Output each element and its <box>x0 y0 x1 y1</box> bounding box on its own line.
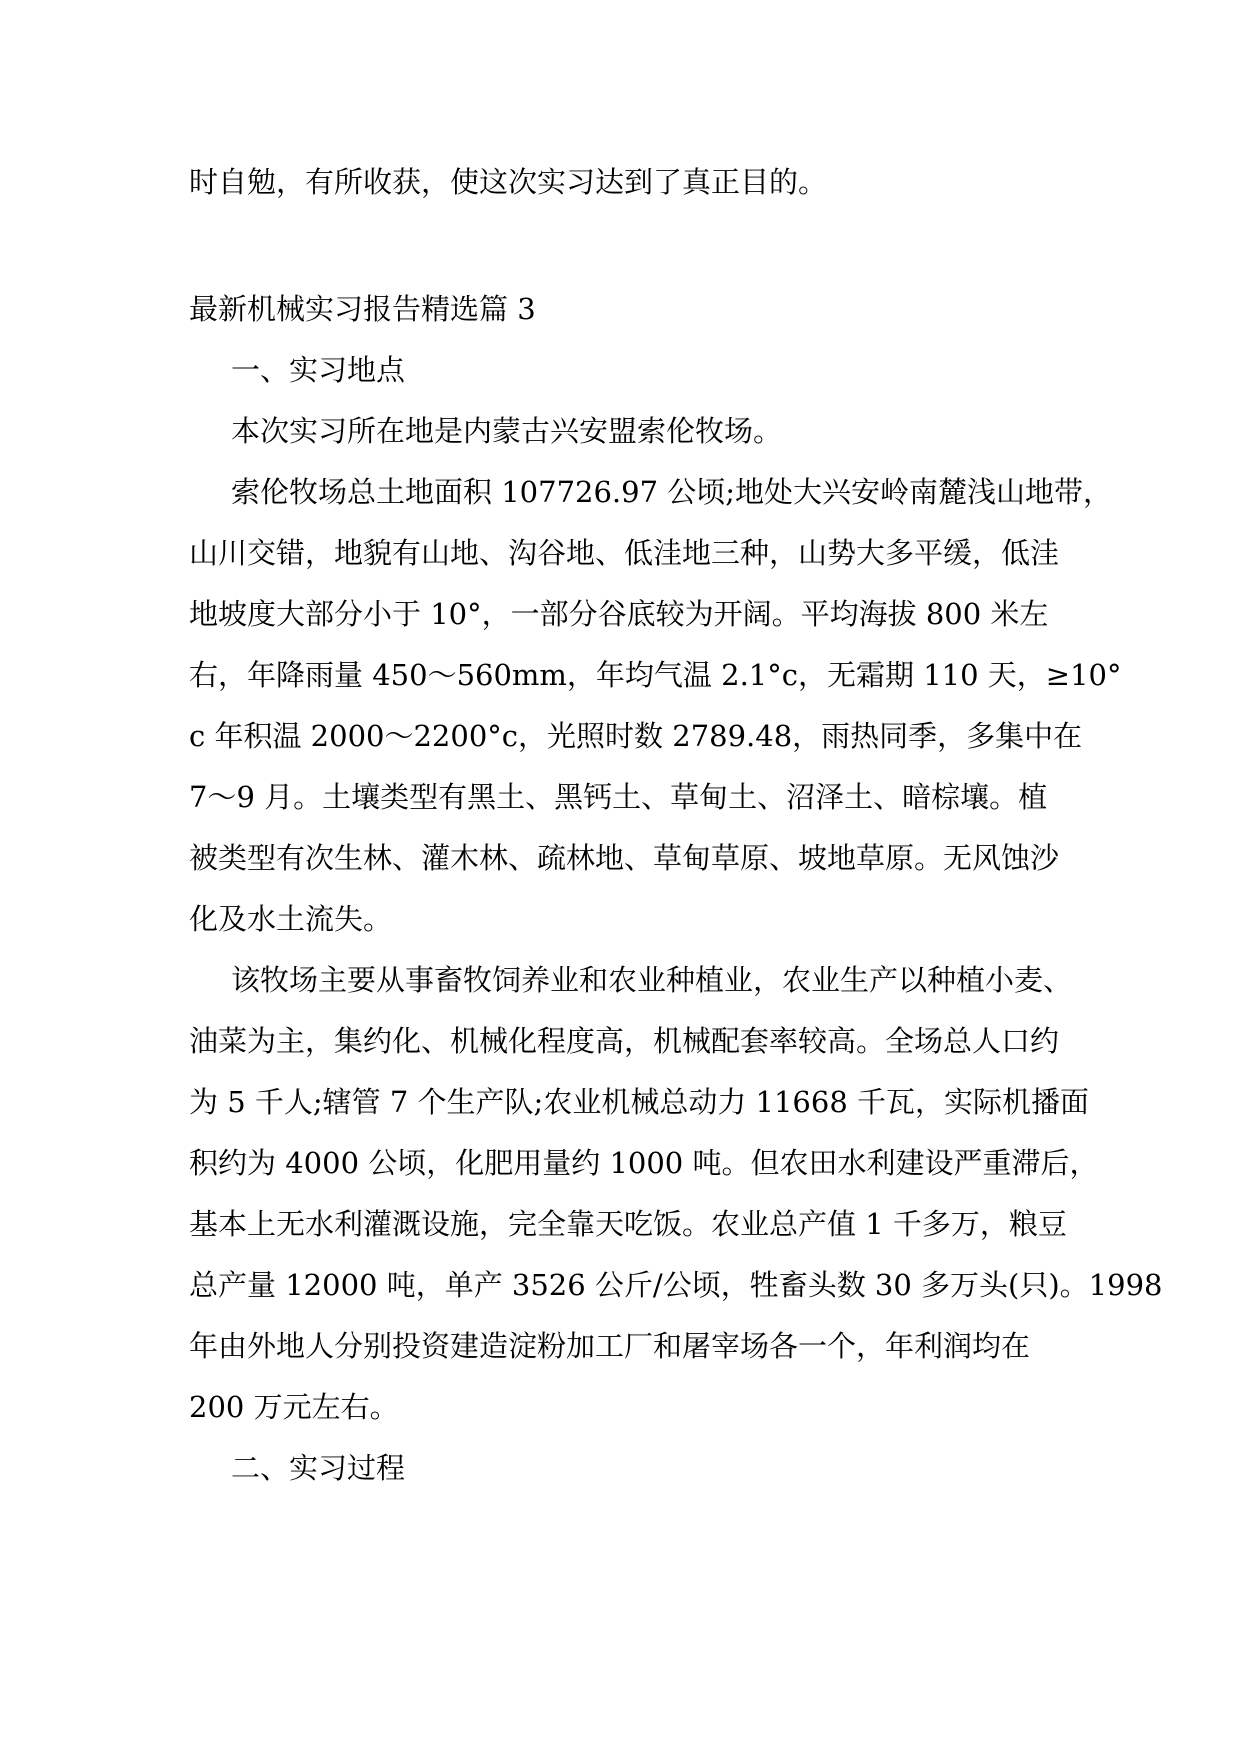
paragraph-line: 积约为 4000 公顷，化肥用量约 1000 吨。但农田水利建设严重滞后， <box>189 1146 1099 1180</box>
paragraph-ranch-economy <box>189 950 1163 1438</box>
carryover-line: 时自勉，有所收获，使这次实习达到了真正目的。 <box>189 165 828 199</box>
paragraph-line: 基本上无水利灌溉设施，完全靠天吃饭。农业总产值 1 千多万，粮豆 <box>189 1207 1067 1241</box>
heading-internship-process: 二、实习过程 <box>231 1451 406 1485</box>
paragraph-line: c 年积温 2000～2200°c，光照时数 2789.48，雨热同季，多集中在 <box>189 719 1083 753</box>
paragraph-line: 索伦牧场总土地面积 107726.97 公顷;地处大兴安岭南麓浅山地带， <box>231 475 1113 509</box>
paragraph-line: 200 万元左右。 <box>189 1390 399 1424</box>
paragraph-line: 地坡度大部分小于 10°，一部分谷底较为开阔。平均海拔 800 米左 <box>189 597 1049 631</box>
paragraph-location: 本次实习所在地是内蒙古兴安盟索伦牧场。 <box>231 414 783 448</box>
document-body <box>189 152 1163 1499</box>
paragraph-line: 油菜为主，集约化、机械化程度高，机械配套率较高。全场总人口约 <box>189 1024 1060 1058</box>
paragraph-line: 化及水土流失。 <box>189 902 393 936</box>
paragraph-line: 被类型有次生林、灌木林、疏林地、草甸草原、坡地草原。无风蚀沙 <box>189 841 1060 875</box>
heading-internship-location: 一、实习地点 <box>231 353 406 387</box>
paragraph-line: 7～9 月。土壤类型有黑土、黑钙土、草甸土、沼泽土、暗棕壤。植 <box>189 780 1048 814</box>
paragraph-line: 总产量 12000 吨，单产 3526 公斤/公顷，牲畜头数 30 多万头(只)。1998 <box>189 1268 1163 1302</box>
paragraph-line: 山川交错，地貌有山地、沟谷地、低洼地三种，山势大多平缓，低洼 <box>189 536 1060 570</box>
paragraph-soren-ranch <box>189 462 1122 950</box>
section-title: 最新机械实习报告精选篇 3 <box>189 292 536 326</box>
paragraph-line: 为 5 千人;辖管 7 个生产队;农业机械总动力 11668 千瓦，实际机播面 <box>189 1085 1090 1119</box>
paragraph-line: 右，年降雨量 450～560mm，年均气温 2.1°c，无霜期 110 天，≥10° <box>189 658 1122 692</box>
paragraph-line: 该牧场主要从事畜牧饲养业和农业种植业，农业生产以种植小麦、 <box>231 963 1073 997</box>
paragraph-line: 年由外地人分别投资建造淀粉加工厂和屠宰场各一个，年利润均在 <box>189 1329 1031 1363</box>
